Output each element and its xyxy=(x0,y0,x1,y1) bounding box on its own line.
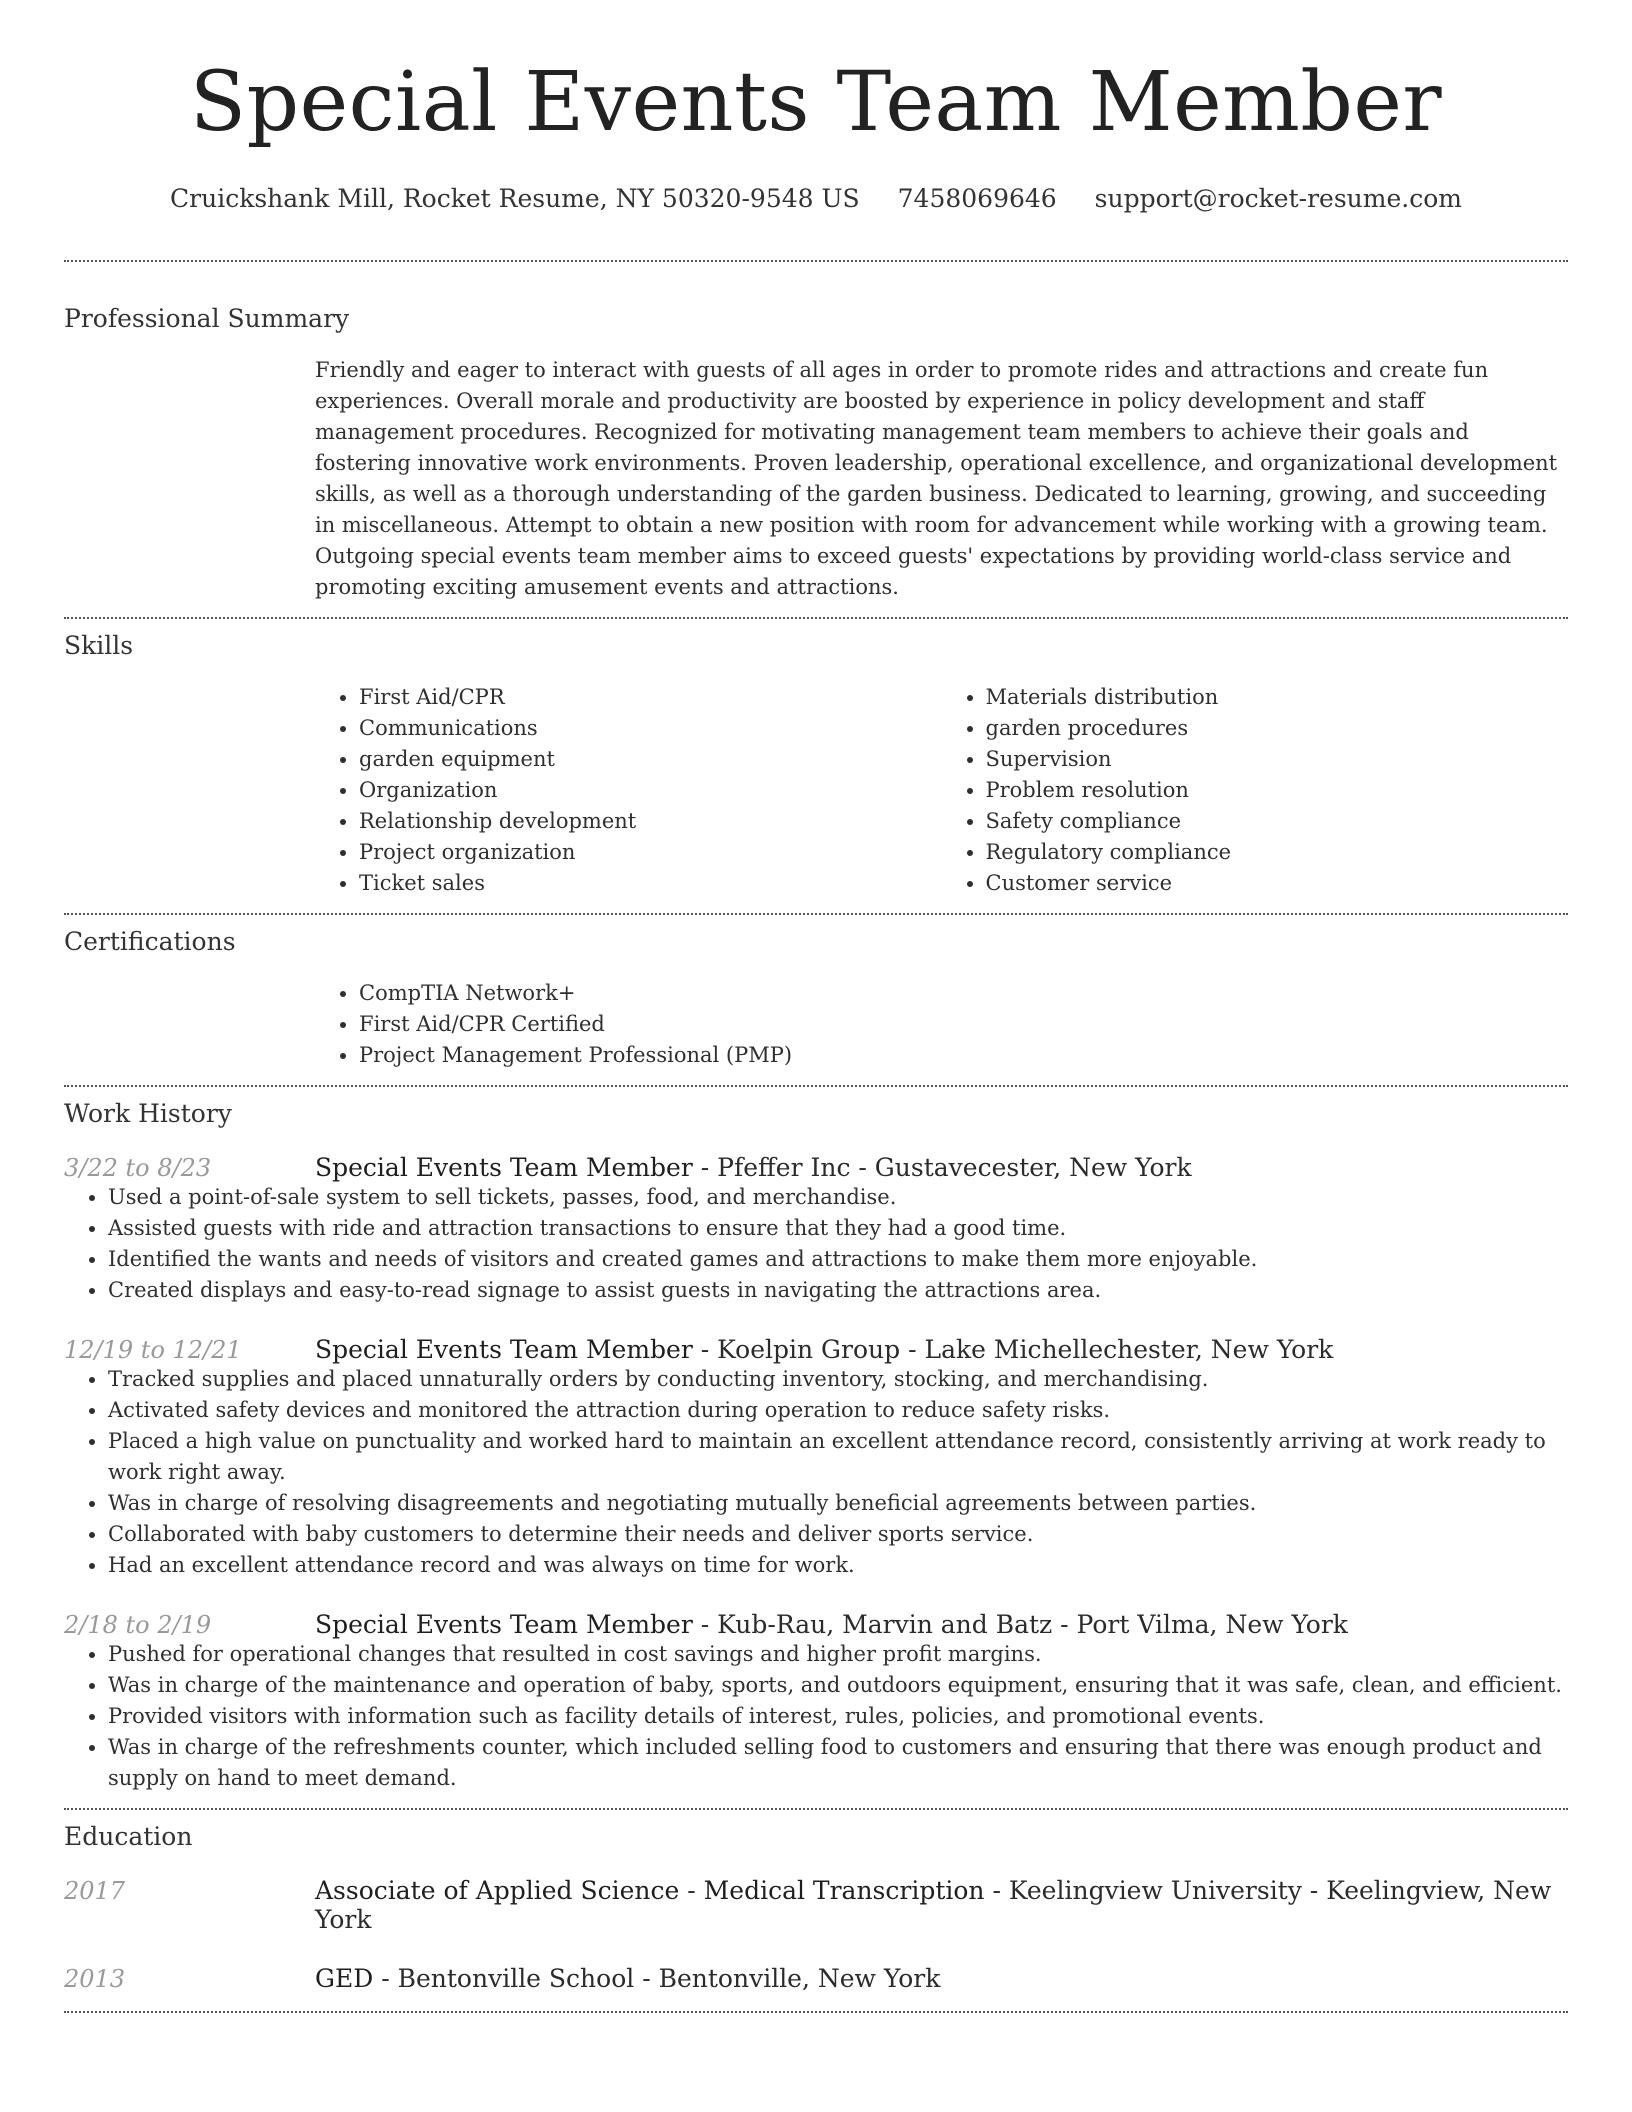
skill-item: • Supervision xyxy=(986,744,1569,775)
education-line: GED - Bentonville School - Bentonville, New York xyxy=(315,1964,941,1993)
job-title: Special Events Team Member xyxy=(315,1610,693,1639)
skill-item: • Materials distribution xyxy=(986,682,1569,713)
job-date: 3/22 to 8/23 xyxy=(64,1154,212,1182)
skill-item: • Safety compliance xyxy=(986,806,1569,837)
skill-item: • Ticket sales xyxy=(359,868,942,899)
education-line: Associate of Applied Science - Medical Transcription - Keelingview University - Keelingview, New York xyxy=(315,1876,1552,1934)
job-location: Gustavecester, New York xyxy=(874,1153,1192,1182)
education-year: 2017 xyxy=(64,1877,126,1905)
job-header xyxy=(64,1335,1568,1364)
certifications-body xyxy=(315,978,1568,1071)
job-bullet: • Assisted guests with ride and attraction transactions to ensure that they had a good time. xyxy=(108,1213,1568,1244)
job-location: Lake Michellechester, New York xyxy=(924,1335,1334,1364)
job-bullets xyxy=(64,1639,1568,1794)
section-divider xyxy=(64,1085,1568,1087)
job-bullet: • Activated safety devices and monitored the attraction during operation to reduce safety risks. xyxy=(108,1395,1568,1426)
education-school: Keelingview University xyxy=(1008,1876,1302,1905)
skills-grid xyxy=(315,682,1568,899)
section-divider xyxy=(64,260,1568,262)
job-date: 12/19 to 12/21 xyxy=(64,1336,242,1364)
resume-name: Special Events Team Member xyxy=(189,55,1443,150)
section-divider xyxy=(64,2011,1568,2013)
education-school: Bentonville School xyxy=(397,1964,635,1993)
education-entry xyxy=(64,1876,1568,1934)
contact-phone: 7458069646 xyxy=(897,184,1057,213)
certifications-heading: Certifications xyxy=(64,927,236,956)
job-bullets xyxy=(64,1364,1568,1581)
skill-item: • Customer service xyxy=(986,868,1569,899)
section-divider xyxy=(64,1808,1568,1810)
summary-section xyxy=(64,302,1568,603)
skills-list-right xyxy=(942,682,1569,899)
job-entry xyxy=(64,1153,1568,1306)
education-location: Bentonville, New York xyxy=(658,1964,941,1993)
job-bullet: • Had an excellent attendance record and was always on time for work. xyxy=(108,1550,1568,1581)
certification-item: • Project Management Professional (PMP) xyxy=(359,1040,1568,1071)
certification-item: • CompTIA Network+ xyxy=(359,978,1568,1009)
summary-body xyxy=(315,355,1568,603)
summary-heading: Professional Summary xyxy=(64,304,350,333)
job-bullet: • Used a point-of-sale system to sell tickets, passes, food, and merchandise. xyxy=(108,1182,1568,1213)
skill-item: • Project organization xyxy=(359,837,942,868)
job-title-line: Special Events Team Member - Kub-Rau, Marvin and Batz - Port Vilma, New York xyxy=(315,1610,1348,1639)
skills-heading: Skills xyxy=(64,631,134,660)
skill-item: • Regulatory compliance xyxy=(986,837,1569,868)
education-location: Keelingview, New York xyxy=(315,1876,1552,1934)
job-bullet: • Was in charge of resolving disagreements and negotiating mutually beneficial agreements between parties. xyxy=(108,1488,1568,1519)
contact-address: Cruickshank Mill, Rocket Resume, NY 50320-9548 US xyxy=(170,184,860,213)
education-entry xyxy=(64,1964,1568,1993)
job-bullet: • Pushed for operational changes that resulted in cost savings and higher profit margins. xyxy=(108,1639,1568,1670)
certifications-section xyxy=(64,925,1568,1071)
certifications-list xyxy=(315,978,1568,1071)
section-divider xyxy=(64,913,1568,915)
job-title: Special Events Team Member xyxy=(315,1153,693,1182)
job-bullet: • Provided visitors with information such as facility details of interest, rules, policies, and promotional events. xyxy=(108,1701,1568,1732)
contact-email: support@rocket-resume.com xyxy=(1094,184,1462,213)
job-company: Kub-Rau, Marvin and Batz xyxy=(717,1610,1053,1639)
job-bullet: • Collaborated with baby customers to determine their needs and deliver sports service. xyxy=(108,1519,1568,1550)
job-location: Port Vilma, New York xyxy=(1076,1610,1348,1639)
job-company: Koelpin Group xyxy=(717,1335,901,1364)
job-title-line: Special Events Team Member - Pfeffer Inc - Gustavecester, New York xyxy=(315,1153,1192,1182)
job-entry xyxy=(64,1335,1568,1581)
job-header xyxy=(64,1610,1568,1639)
job-title: Special Events Team Member xyxy=(315,1335,693,1364)
job-entry xyxy=(64,1610,1568,1794)
job-bullet: • Placed a high value on punctuality and worked hard to maintain an excellent attendance record, consistently arriving at work ready to work right away. xyxy=(108,1426,1568,1488)
work-history-heading: Work History xyxy=(64,1099,232,1128)
job-bullet: • Identified the wants and needs of visitors and created games and attractions to make them more enjoyable. xyxy=(108,1244,1568,1275)
job-date: 2/18 to 2/19 xyxy=(64,1611,212,1639)
contact-line xyxy=(64,182,1568,216)
skill-item: • Communications xyxy=(359,713,942,744)
certification-item: • First Aid/CPR Certified xyxy=(359,1009,1568,1040)
job-bullet: • Tracked supplies and placed unnaturally orders by conducting inventory, stocking, and merchandising. xyxy=(108,1364,1568,1395)
skill-item: • Problem resolution xyxy=(986,775,1569,806)
job-bullet: • Was in charge of the maintenance and operation of baby, sports, and outdoors equipment, ensuring that it was safe, clean, and efficient. xyxy=(108,1670,1568,1701)
summary-text: Friendly and eager to interact with guests of all ages in order to promote rides and attractions and create fun experiences. Overall morale and productivity are boosted by experience in policy development and staff management procedures. Recognized for motivating management team members to achieve their goals and fostering innovative work environments. Proven leadership, operational excellence, and organizational development skills, as well as a thorough understanding of the garden business. Dedicated to learning, growing, and succeeding in miscellaneous. Attempt to obtain a new position with room for advancement while working with a growing team. Outgoing special events team member aims to exceed guests' expectations by providing world-class service and promoting exciting amusement events and attractions. xyxy=(315,358,1558,599)
job-header xyxy=(64,1153,1568,1182)
skill-item: • Relationship development xyxy=(359,806,942,837)
skill-item: • First Aid/CPR xyxy=(359,682,942,713)
education-heading: Education xyxy=(64,1822,193,1851)
job-bullet: • Created displays and easy-to-read signage to assist guests in navigating the attractions area. xyxy=(108,1275,1568,1306)
job-company: Pfeffer Inc xyxy=(717,1153,851,1182)
job-title-line: Special Events Team Member - Koelpin Group - Lake Michellechester, New York xyxy=(315,1335,1334,1364)
skill-item: • garden procedures xyxy=(986,713,1569,744)
resume-page xyxy=(64,0,1568,2013)
education-degree: Associate of Applied Science xyxy=(315,1876,680,1905)
section-divider xyxy=(64,617,1568,619)
work-history-section xyxy=(64,1097,1568,1794)
education-field: Medical Transcription xyxy=(703,1876,985,1905)
education-section xyxy=(64,1820,1568,1993)
skills-list-left xyxy=(315,682,942,899)
job-bullets xyxy=(64,1182,1568,1306)
job-bullet: • Was in charge of the refreshments counter, which included selling food to customers and ensuring that there was enough product and supply on hand to meet demand. xyxy=(108,1732,1568,1794)
education-year: 2013 xyxy=(64,1965,126,1993)
skill-item: • Organization xyxy=(359,775,942,806)
education-degree: GED xyxy=(315,1964,374,1993)
skill-item: • garden equipment xyxy=(359,744,942,775)
skills-section xyxy=(64,629,1568,899)
